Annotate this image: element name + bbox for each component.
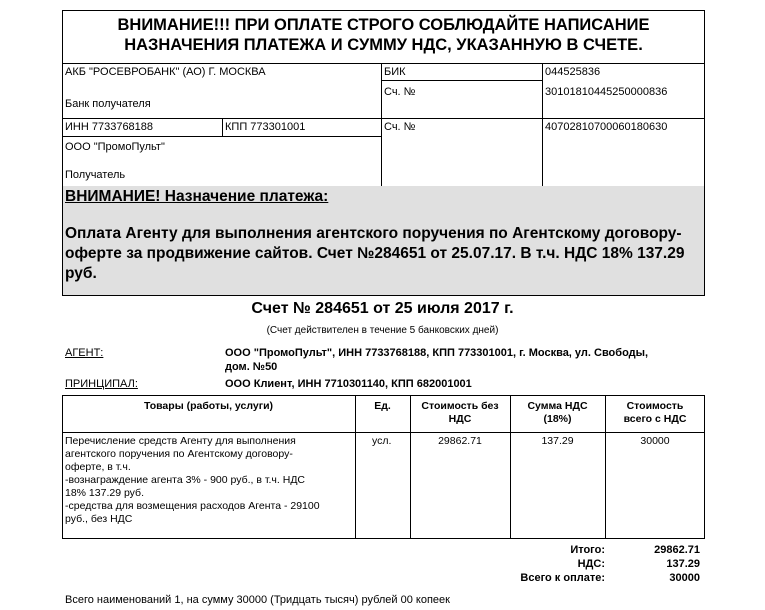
agent-label: АГЕНТ: bbox=[65, 347, 104, 359]
recipient-name: ООО "ПромоПульт" bbox=[65, 141, 165, 153]
payment-purpose-title: ВНИМАНИЕ! Назначение платежа: bbox=[65, 188, 329, 205]
table-row-vat: 137.29 bbox=[541, 435, 574, 447]
table-row-unit: усл. bbox=[372, 435, 392, 447]
desc-line: -средства для возмещения расходов Агента - 29100 bbox=[65, 500, 320, 512]
header-vat-line2: (18%) bbox=[543, 413, 572, 425]
payment-purpose-text: Оплата Агенту для выполнения агентского поручения по Агентскому договору-оферте за продвижение сайтов. Счет №284651 от 25.07.17. В т.ч. НДС 18% 137.29 руб. bbox=[65, 225, 685, 282]
principal-label: ПРИНЦИПАЛ: bbox=[65, 378, 138, 390]
invoice-title: Счет № 284651 от 25 июля 2017 г. bbox=[251, 300, 514, 317]
header-cost-no-vat bbox=[410, 400, 510, 426]
desc-line: 18% 137.29 руб. bbox=[65, 487, 144, 499]
corr-account-value: 30101810445250000836 bbox=[545, 86, 668, 98]
vat-total-value: 137.29 bbox=[666, 558, 700, 570]
header-total-line1: Стоимость bbox=[626, 400, 684, 412]
recipient-inn: ИНН 7733768188 bbox=[65, 121, 154, 133]
header-cost-no-vat-line2: НДС bbox=[448, 413, 472, 425]
agent-line-1: ООО "ПромоПульт", ИНН 7733768188, КПП 773301001, г. Москва, ул. Свободы, bbox=[225, 347, 649, 359]
warning-banner bbox=[62, 10, 705, 62]
amount-due-label: Всего к оплате: bbox=[520, 572, 605, 584]
vat-total-label: НДС: bbox=[577, 558, 605, 570]
recipient-caption: Получатель bbox=[65, 169, 126, 181]
bik-label: БИК bbox=[384, 66, 406, 78]
principal-value: ООО Клиент, ИНН 7710301140, КПП 682001001 bbox=[225, 378, 472, 390]
subtotal-value: 29862.71 bbox=[654, 544, 700, 556]
header-goods: Товары (работы, услуги) bbox=[143, 400, 274, 412]
subtotal-label: Итого: bbox=[570, 544, 605, 556]
recipient-account-label: Сч. № bbox=[384, 121, 416, 133]
table-row-total: 30000 bbox=[640, 435, 670, 447]
corr-account-label: Сч. № bbox=[384, 86, 416, 98]
recipient-kpp: КПП 773301001 bbox=[225, 121, 306, 133]
desc-line: агентского поручения по Агентскому договору- bbox=[65, 448, 293, 460]
agent-line-2: дом. №50 bbox=[225, 361, 278, 373]
warning-line-2: НАЗНАЧЕНИЯ ПЛАТЕЖА И СУММУ НДС, УКАЗАННУЮ В СЧЕТЕ. bbox=[124, 36, 643, 54]
warning-line-1: ВНИМАНИЕ!!! ПРИ ОПЛАТЕ СТРОГО СОБЛЮДАЙТЕ НАПИСАНИЕ bbox=[117, 16, 650, 34]
desc-line: оферте, в т.ч. bbox=[65, 461, 131, 473]
desc-line: -вознаграждение агента 3% - 900 руб., в т.ч. НДС bbox=[65, 474, 306, 486]
header-total bbox=[605, 400, 705, 426]
amount-due-value: 30000 bbox=[669, 572, 700, 584]
footer-summary: Всего наименований 1, на сумму 30000 (Тридцать тысяч) рублей 00 копеек bbox=[65, 594, 450, 606]
recipient-account-value: 40702810700060180630 bbox=[545, 121, 668, 133]
header-unit: Ед. bbox=[374, 400, 391, 412]
header-vat-line1: Сумма НДС bbox=[527, 400, 588, 412]
bank-name: АКБ "РОСЕВРОБАНК" (АО) Г. МОСКВА bbox=[65, 66, 266, 78]
table-row-description bbox=[65, 435, 353, 526]
header-total-line2: всего с НДС bbox=[623, 413, 687, 425]
header-cost-no-vat-line1: Стоимость без bbox=[421, 400, 499, 412]
invoice-validity: (Счет действителен в течение 5 банковских дней) bbox=[266, 325, 499, 336]
table-row-cost-no-vat: 29862.71 bbox=[438, 435, 482, 447]
bik-value: 044525836 bbox=[545, 66, 601, 78]
desc-line: руб., без НДС bbox=[65, 513, 133, 525]
desc-line: Перечисление средств Агенту для выполнения bbox=[65, 435, 296, 447]
header-vat bbox=[510, 400, 605, 426]
bank-caption: Банк получателя bbox=[65, 98, 151, 110]
